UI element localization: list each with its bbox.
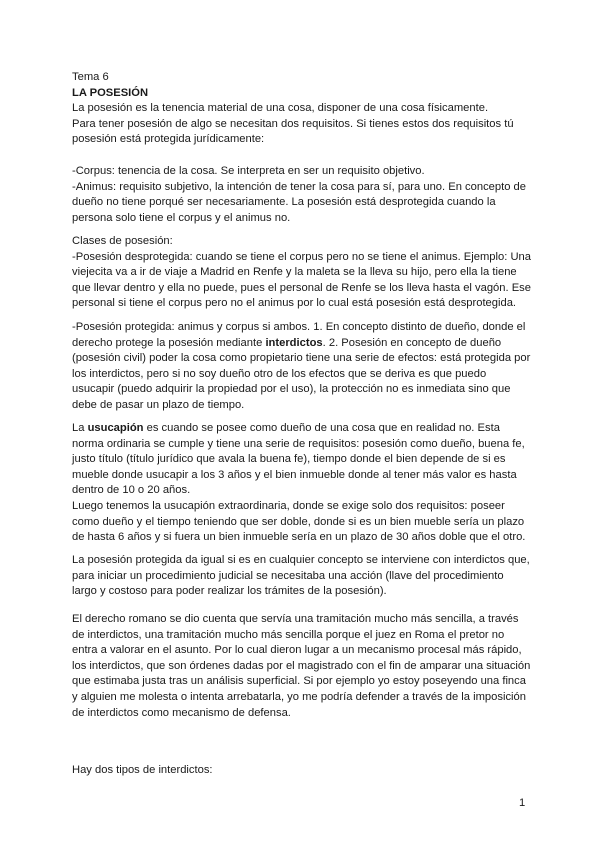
interdictos-paragraph: [72, 553, 532, 600]
paragraph-line: Hay dos tipos de interdictos:: [72, 764, 213, 776]
page-number: 1: [519, 797, 526, 809]
paragraph-line: justo título (título jurídico que avala la buena fe), tiempo donde el bien depende de si es: [72, 453, 506, 466]
paragraph-line: personal si tiene el corpus pero no el animus por lo cual está posesión está desprotegida.: [72, 297, 517, 310]
paragraph-line: dentro de 10 o 20 años.: [72, 484, 191, 497]
paragraph-line: largo y costoso para poder realizar los trámites de la posesión).: [72, 585, 387, 598]
intro-line: La posesión es la tenencia material de una cosa, disponer de una cosa físicamente.: [72, 102, 489, 115]
header-block: [72, 70, 532, 148]
usucapion-paragraph: [72, 421, 532, 546]
text-run: es cuando se posee como dueño de una cosa que en realidad no. Esta: [143, 422, 500, 434]
paragraph-line: usucapir (puedo adquirir la propiedad por el uso), la protección no es inmediata sino que: [72, 383, 511, 396]
paragraph-line: de interdictos, una tramitación mucho más sencilla porque el juez en Roma el pretor no: [72, 628, 505, 641]
paragraph-line: de interdictos como mecanismo de defensa.: [72, 706, 291, 719]
text-run: . 2. Posesión en concepto de dueño: [322, 336, 502, 349]
romano-paragraph: [72, 612, 532, 721]
paragraph-line: mueble donde usucapir a los 3 años y el bien inmueble donde al tener más valor es hasta: [72, 468, 517, 481]
paragraph-line: que llevar dentro y ella no puede, pues el personal de Renfe se los lleva hasta el vagón. Ese: [72, 281, 531, 294]
intro-line: posesión está protegida jurídicamente:: [72, 133, 265, 146]
usucapion-term: usucapión: [87, 422, 144, 434]
paragraph-line: (posesión civil) poder la cosa como propietario tiene una serie de efectos: está protegida por: [72, 352, 531, 365]
paragraph-line: de hasta 6 años y si fuera un bien inmueble sería en un plazo de 30 años doble que el otro.: [72, 531, 526, 544]
paragraph-line: y alguien me molesta o intenta arrebatarla, yo me podría defender a través de la imposición: [72, 690, 526, 703]
tema-label: Tema 6: [72, 71, 109, 83]
paragraph-line: los interdictos, pero si no soy dueño otro de los efectos que se deriva es que puedo: [72, 367, 487, 380]
paragraph-line: Luego tenemos la usucapión extraordinaria, donde se exige solo dos requisitos: poseer: [72, 499, 505, 512]
interdictos-term: interdictos: [265, 336, 323, 349]
paragraph-line: los interdictos, que son órdenes dadas por el magistrado con el fin de amparar una situación: [72, 659, 531, 672]
paragraph-line: entra a valorar en el asunto. Por lo cual dieron lugar a un mecanismo procesal más rápido,: [72, 644, 522, 657]
paragraph-line: para iniciar un procedimiento judicial se necesitaba una acción (llave del procedimiento: [72, 569, 504, 582]
text-run: La: [72, 422, 88, 434]
paragraph-line: dueño no tiene porqué ser necesariamente. La posesión está desprotegida cuando la: [72, 196, 496, 209]
paragraph-line: -Animus: requisito subjetivo, la intención de tener la cosa para sí, para uno. En concepto de: [72, 180, 526, 193]
paragraph-line: [72, 336, 532, 352]
paragraph-line: La posesión protegida da igual si es en cualquier concepto se interviene con interdictos que,: [72, 554, 530, 566]
paragraph-line: Clases de posesión:: [72, 235, 173, 247]
clases-paragraph: [72, 234, 532, 312]
paragraph-line: -Posesión desprotegida: cuando se tiene el corpus pero no se tiene el animus. Ejemplo: Una: [72, 250, 531, 263]
intro-line: Para tener posesión de algo se necesitan dos requisitos. Si tienes estos dos requisitos tú: [72, 117, 514, 130]
paragraph-line: persona solo tiene el corpus y el animus no.: [72, 211, 291, 224]
paragraph-line: viejecita va a ir de viaje a Madrid en Renfe y la maleta se la lleva su hijo, pero ella la tiene: [72, 266, 517, 279]
paragraph-line: norma ordinaria se cumple y tiene una serie de requisitos: posesión como dueño, buena fe,: [72, 437, 525, 450]
document-title: LA POSESIÓN: [72, 86, 149, 99]
paragraph-line: debe de pasar un plazo de tiempo.: [72, 398, 245, 411]
paragraph-line: que estimaba justa tras un análisis superficial. Si por ejemplo yo estoy poseyendo una finca: [72, 675, 526, 688]
paragraph-line: -Posesión protegida: animus y corpus si ambos. 1. En concepto distinto de dueño, donde el: [72, 321, 526, 333]
text-run: derecho protege la posesión mediante: [72, 336, 266, 349]
protegida-paragraph: [72, 320, 532, 414]
paragraph-line: como dueño y el tiempo teniendo que ser doble, donde si es un bien mueble sería un plazo: [72, 515, 525, 528]
paragraph-line: -Corpus: tenencia de la cosa. Se interpreta en ser un requisito objetivo.: [72, 165, 425, 177]
requisitos-paragraph: [72, 164, 532, 226]
paragraph-line: [72, 421, 532, 437]
tipos-paragraph: [72, 763, 532, 779]
paragraph-line: El derecho romano se dio cuenta que servía una tramitación mucho más sencilla, a través: [72, 613, 519, 625]
